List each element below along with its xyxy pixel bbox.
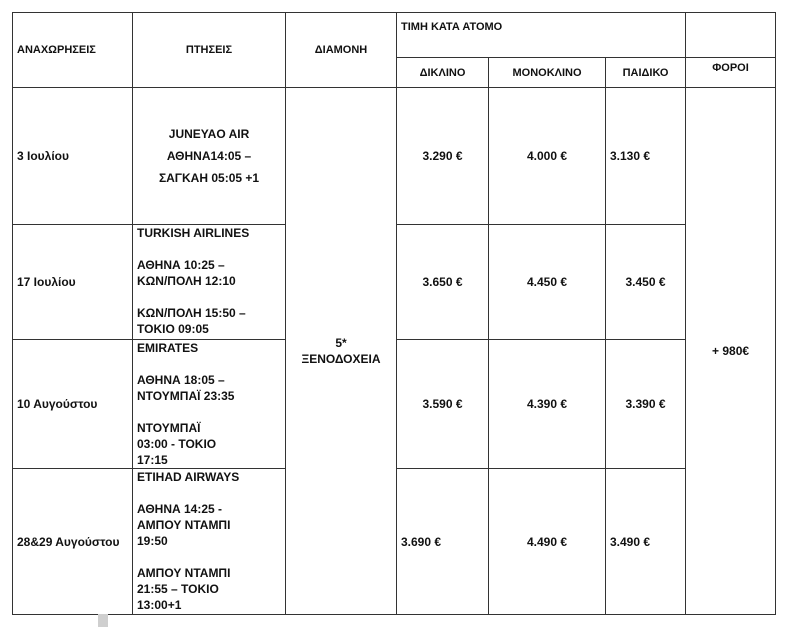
tour-price-table bbox=[12, 12, 776, 615]
accommodation-stars: 5* bbox=[335, 336, 347, 350]
price-single: 4.450 € bbox=[489, 225, 606, 340]
price-single: 4.490 € bbox=[489, 469, 606, 615]
header-child: ΠΑΙΔΙΚΟ bbox=[606, 58, 686, 88]
flight-leg: ΝΤΟΥΜΠΑΪ bbox=[137, 421, 201, 435]
departure-date: 28&29 Αυγούστου bbox=[13, 469, 133, 615]
price-single: 4.390 € bbox=[489, 340, 606, 469]
departure-date: 3 Ιουλίου bbox=[13, 88, 133, 225]
flight-leg: 19:50 bbox=[137, 534, 168, 548]
flight-info bbox=[133, 469, 286, 615]
price-child: 3.390 € bbox=[606, 340, 686, 469]
flight-leg: 21:55 – ΤΟΚΙΟ bbox=[137, 582, 219, 596]
airline-name: EMIRATES bbox=[137, 341, 199, 355]
flight-info bbox=[133, 88, 286, 225]
accommodation-cell bbox=[286, 88, 397, 615]
flight-leg: 17:15 bbox=[137, 453, 168, 467]
airline-name: TURKISH AIRLINES bbox=[137, 226, 250, 240]
flight-info bbox=[133, 225, 286, 340]
accommodation-type: ΞΕΝΟΔΟΧΕΙΑ bbox=[301, 352, 381, 366]
price-child: 3.130 € bbox=[606, 88, 686, 225]
flight-leg: ΣΑΓΚΑΗ 05:05 +1 bbox=[158, 171, 260, 185]
table-row bbox=[13, 88, 776, 225]
header-taxes-top bbox=[686, 13, 776, 58]
flight-info bbox=[133, 340, 286, 469]
flight-leg: ΑΘΗΝΑ 18:05 – bbox=[137, 373, 225, 387]
flight-leg: ΤΟΚΙΟ 09:05 bbox=[137, 322, 209, 336]
price-child: 3.450 € bbox=[606, 225, 686, 340]
flight-leg: ΑΘΗΝΑ14:05 – bbox=[166, 149, 252, 163]
header-accommodation: ΔΙΑΜΟΝΗ bbox=[286, 13, 397, 88]
price-double: 3.590 € bbox=[397, 340, 489, 469]
price-double: 3.290 € bbox=[397, 88, 489, 225]
flight-leg: ΝΤΟΥΜΠΑΪ 23:35 bbox=[137, 389, 235, 403]
header-departures: ΑΝΑΧΩΡΗΣΕΙΣ bbox=[13, 13, 133, 88]
flight-leg: 03:00 - ΤΟΚΙΟ bbox=[137, 437, 217, 451]
flight-leg: ΑΜΠΟΥ ΝΤΑΜΠΙ bbox=[137, 518, 231, 532]
departure-date: 17 Ιουλίου bbox=[13, 225, 133, 340]
header-taxes: ΦΟΡΟΙ bbox=[686, 58, 776, 88]
airline-name: JUNEYAO AIR bbox=[168, 127, 250, 141]
flight-leg: ΚΩΝ/ΠΟΛΗ 15:50 – bbox=[137, 306, 246, 320]
scroll-marker bbox=[98, 614, 108, 627]
flight-leg: 13:00+1 bbox=[137, 598, 182, 612]
price-double: 3.650 € bbox=[397, 225, 489, 340]
header-flights: ΠΤΗΣΕΙΣ bbox=[133, 13, 286, 88]
flight-leg: ΑΘΗΝΑ 10:25 – bbox=[137, 258, 225, 272]
airline-name: ETIHAD AIRWAYS bbox=[137, 470, 240, 484]
price-single: 4.000 € bbox=[489, 88, 606, 225]
taxes-value: + 980€ bbox=[686, 88, 776, 615]
header-double: ΔΙΚΛΙΝΟ bbox=[397, 58, 489, 88]
flight-leg: ΚΩΝ/ΠΟΛΗ 12:10 bbox=[137, 274, 236, 288]
flight-leg: ΑΜΠΟΥ ΝΤΑΜΠΙ bbox=[137, 566, 231, 580]
price-double: 3.690 € bbox=[397, 469, 489, 615]
price-child: 3.490 € bbox=[606, 469, 686, 615]
header-price-per-person: ΤΙΜΗ ΚΑΤΑ ΑΤΟΜΟ bbox=[397, 13, 686, 58]
departure-date: 10 Αυγούστου bbox=[13, 340, 133, 469]
flight-leg: ΑΘΗΝΑ 14:25 - bbox=[137, 502, 223, 516]
header-single: ΜΟΝΟΚΛΙΝΟ bbox=[489, 58, 606, 88]
